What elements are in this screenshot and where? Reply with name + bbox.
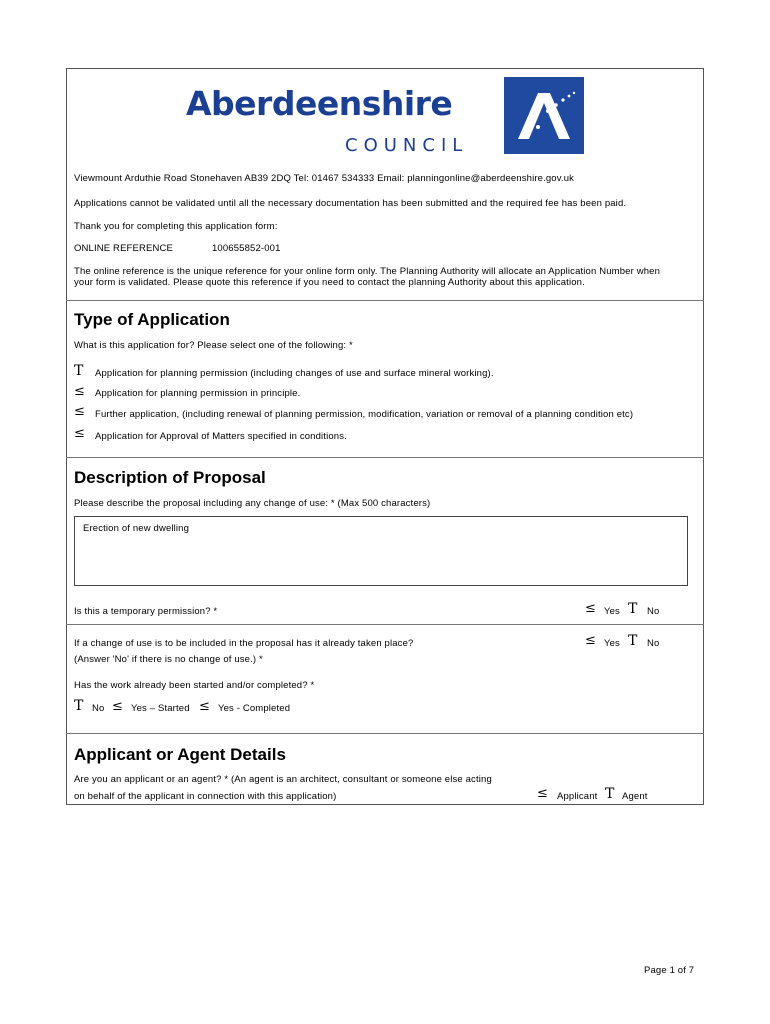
- council-logo-wordmark: Aberdeenshire: [186, 84, 453, 123]
- agent-mark[interactable]: T: [605, 786, 615, 802]
- section-title-applicant: Applicant or Agent Details: [74, 745, 286, 764]
- change-yes-mark[interactable]: ≤: [585, 633, 596, 648]
- thanks-text: Thank you for completing this application form:: [74, 221, 278, 232]
- agent-label: Agent: [622, 791, 648, 802]
- council-logo-subtext: COUNCIL: [345, 135, 469, 156]
- page-number: Page 1 of 7: [644, 965, 695, 976]
- section-title-type-of-application: Type of Application: [74, 310, 230, 329]
- option-1-mark[interactable]: T: [74, 363, 84, 379]
- proposal-description-value: Erection of new dwelling: [83, 523, 190, 534]
- temporary-no-label: No: [647, 606, 660, 617]
- option-3-mark[interactable]: ≤: [74, 404, 85, 419]
- divider: [66, 300, 704, 301]
- started-yes-label: Yes – Started: [131, 703, 190, 714]
- applicant-question-line-2: on behalf of the applicant in connection with this application): [74, 791, 337, 802]
- proposal-description-field[interactable]: [74, 516, 688, 586]
- address-line: Viewmount Arduthie Road Stonehaven AB39 2DQ Tel: 01467 534333 Email: planningonline@aberdeenshire.gov.uk: [74, 173, 575, 184]
- option-2-label: Application for planning permission in principle.: [95, 388, 301, 399]
- started-no-label: No: [92, 703, 105, 714]
- option-4-mark[interactable]: ≤: [74, 426, 85, 441]
- work-started-question: Has the work already been started and/or completed? *: [74, 680, 315, 691]
- application-type-question: What is this application for? Please select one of the following: *: [74, 340, 353, 351]
- divider: [66, 624, 704, 625]
- change-no-label: No: [647, 638, 660, 649]
- completed-yes-mark[interactable]: ≤: [199, 699, 210, 714]
- divider: [66, 733, 704, 734]
- temporary-no-mark[interactable]: T: [628, 601, 638, 617]
- completed-yes-label: Yes - Completed: [218, 703, 291, 714]
- reference-note-line-2: your form is validated. Please quote this reference if you need to contact the planning Authority about this application.: [74, 277, 585, 288]
- applicant-label: Applicant: [557, 791, 598, 802]
- temporary-yes-label: Yes: [604, 606, 620, 617]
- council-logo-icon: [504, 77, 584, 154]
- started-yes-mark[interactable]: ≤: [112, 699, 123, 714]
- applicant-mark[interactable]: ≤: [537, 786, 548, 801]
- option-2-mark[interactable]: ≤: [74, 384, 85, 399]
- change-no-mark[interactable]: T: [628, 633, 638, 649]
- option-4-label: Application for Approval of Matters specified in conditions.: [95, 431, 347, 442]
- option-3-label: Further application, (including renewal of planning permission, modification, variation or removal of a planning condition etc): [95, 409, 634, 420]
- divider: [66, 457, 704, 458]
- online-reference-label: ONLINE REFERENCE: [74, 243, 174, 254]
- change-of-use-question-line-2: (Answer 'No' if there is no change of use.) *: [74, 654, 263, 665]
- temporary-yes-mark[interactable]: ≤: [585, 601, 596, 616]
- change-yes-label: Yes: [604, 638, 620, 649]
- description-instruction: Please describe the proposal including any change of use: * (Max 500 characters): [74, 498, 431, 509]
- section-title-description: Description of Proposal: [74, 468, 266, 487]
- change-of-use-question-line-1: If a change of use is to be included in the proposal has it already taken place?: [74, 638, 414, 649]
- validation-note: Applications cannot be validated until all the necessary documentation has been submitted and the required fee has been paid.: [74, 198, 627, 209]
- temporary-permission-question: Is this a temporary permission? *: [74, 606, 218, 617]
- started-no-mark[interactable]: T: [74, 698, 84, 714]
- option-1-label: Application for planning permission (including changes of use and surface mineral working).: [95, 368, 494, 379]
- online-reference-value: 100655852-001: [212, 243, 281, 254]
- reference-note-line-1: The online reference is the unique reference for your online form only. The Planning Authority will allocate an Application Number when: [74, 266, 661, 277]
- applicant-question-line-1: Are you an applicant or an agent? * (An agent is an architect, consultant or someone else acting: [74, 774, 492, 785]
